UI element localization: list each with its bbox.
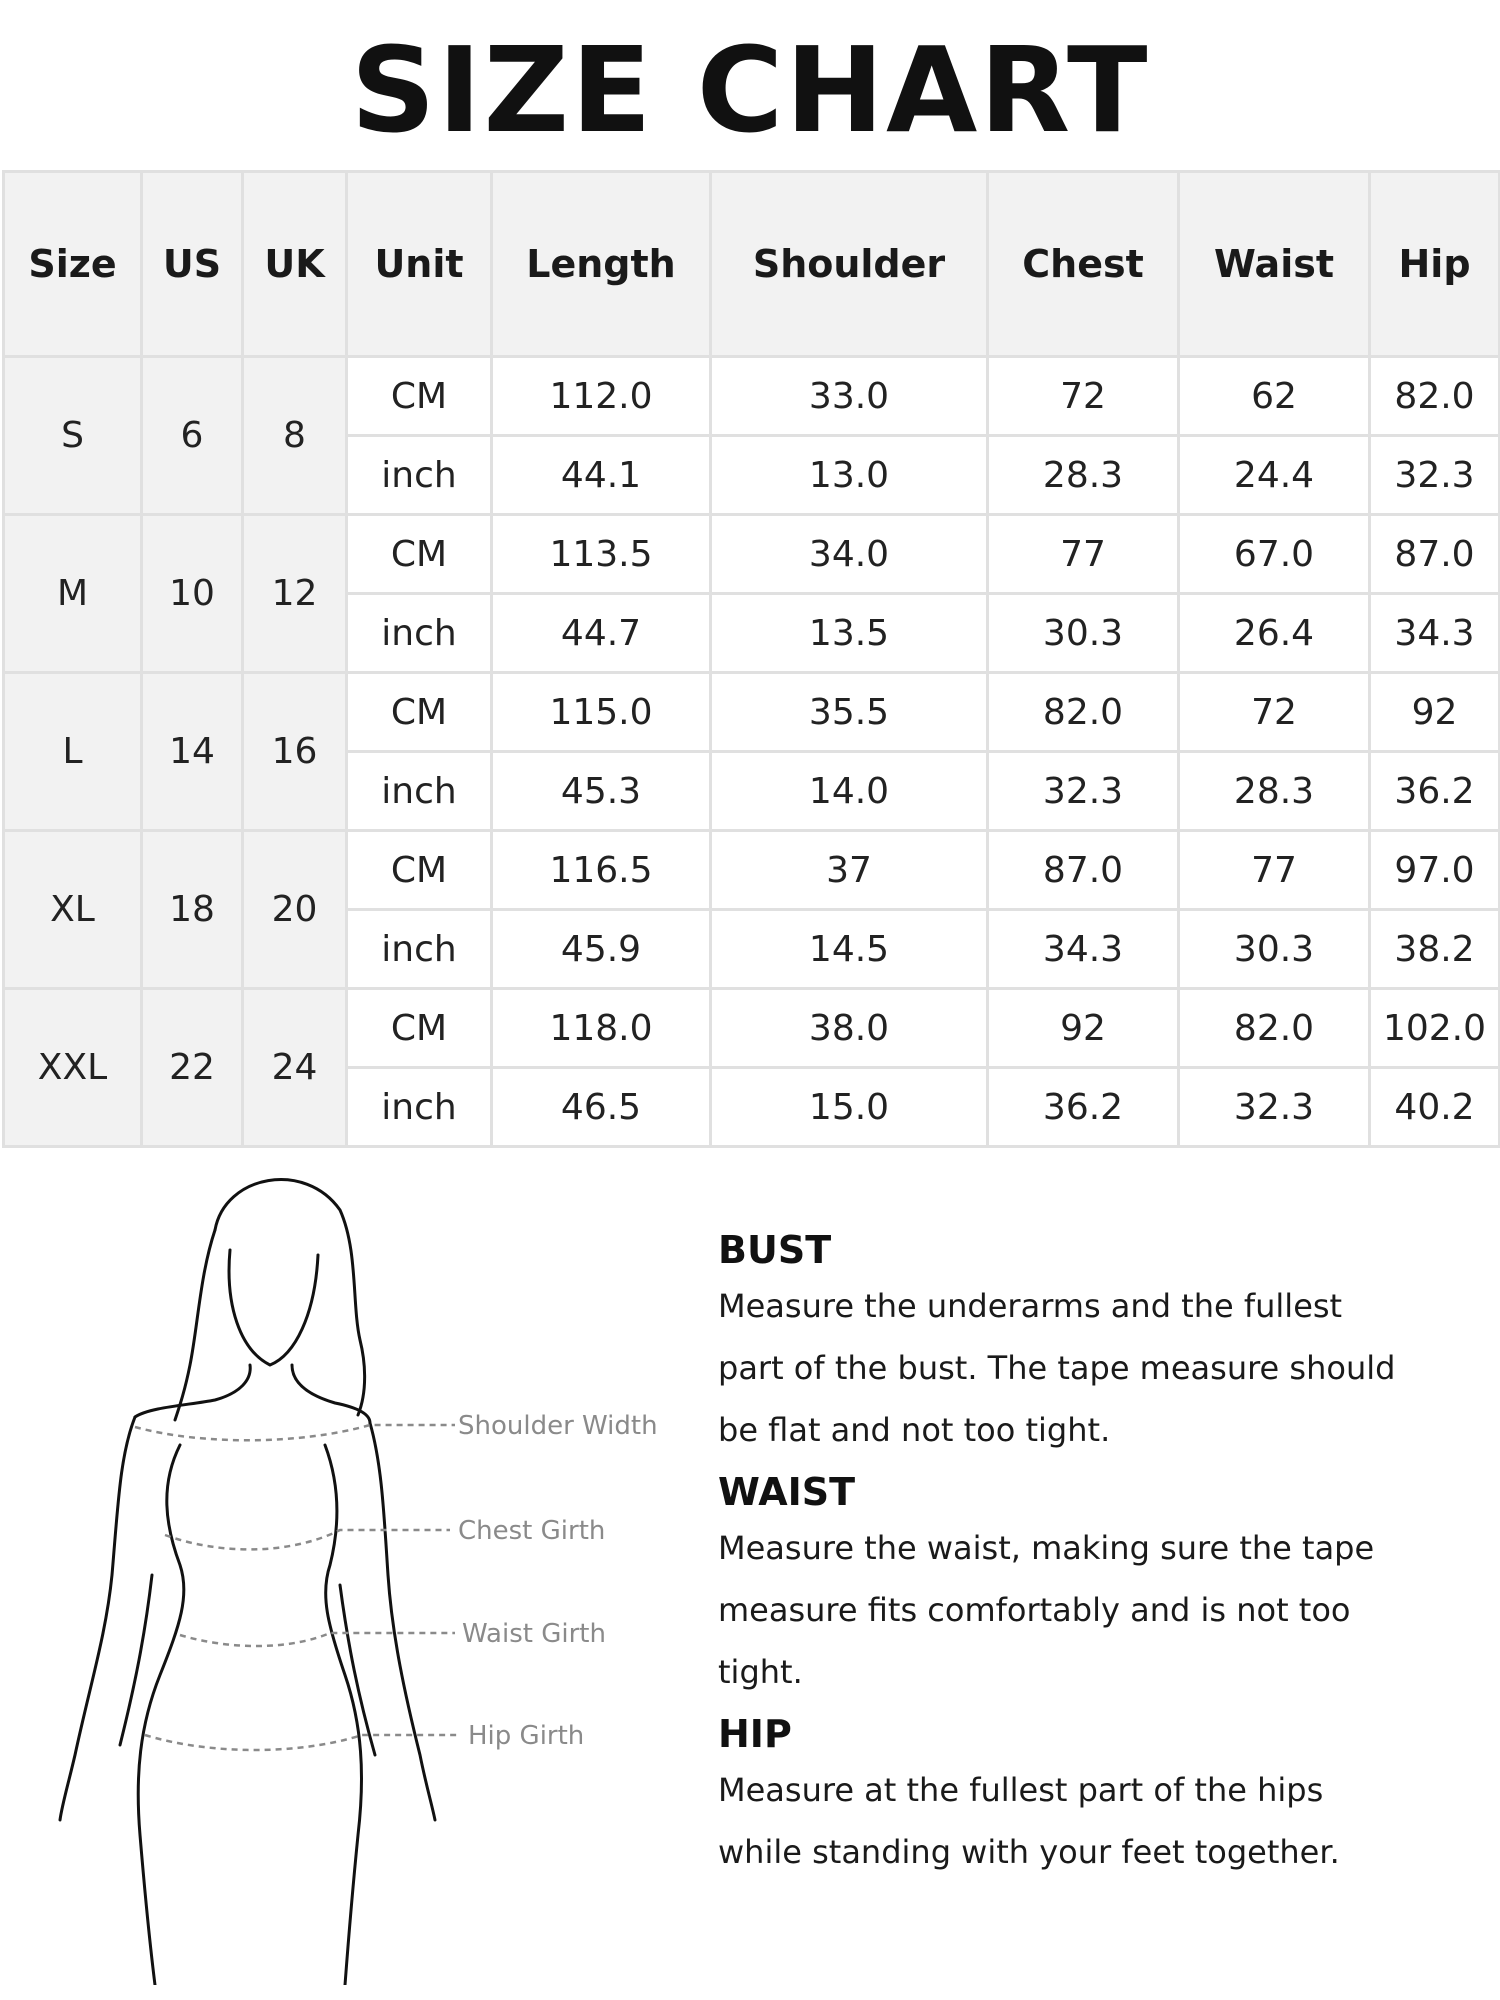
column-header: Length	[492, 172, 711, 357]
shoulder-cell: 38.0	[711, 989, 988, 1068]
length-cell: 44.7	[492, 594, 711, 673]
size-chart-table	[2, 170, 1500, 1148]
us-size-cell: 6	[142, 357, 243, 515]
chest-cell: 92	[988, 989, 1179, 1068]
body-measurement-figure	[40, 1155, 680, 1985]
length-cell: 112.0	[492, 357, 711, 436]
face-outline	[229, 1250, 318, 1365]
waist-instructions	[718, 1517, 1478, 1703]
length-cell: 44.1	[492, 436, 711, 515]
unit-cell: inch	[347, 594, 492, 673]
shoulder-cell: 15.0	[711, 1068, 988, 1147]
hip-cell: 38.2	[1370, 910, 1500, 989]
shoulder-cell: 14.0	[711, 752, 988, 831]
chest-cell: 82.0	[988, 673, 1179, 752]
instruction-line: tight.	[718, 1653, 803, 1691]
column-header: Waist	[1179, 172, 1370, 357]
hip-cell: 92	[1370, 673, 1500, 752]
hip-cell: 97.0	[1370, 831, 1500, 910]
torso-left	[138, 1445, 184, 1985]
unit-cell: CM	[347, 989, 492, 1068]
table-row-cm	[4, 989, 1500, 1068]
length-cell: 115.0	[492, 673, 711, 752]
chest-cell: 87.0	[988, 831, 1179, 910]
waist-cell: 26.4	[1179, 594, 1370, 673]
size-cell: L	[4, 673, 142, 831]
hair-outline-left	[175, 1230, 215, 1420]
size-cell: S	[4, 357, 142, 515]
uk-size-cell: 24	[243, 989, 347, 1147]
table-header-row	[4, 172, 1500, 357]
unit-cell: inch	[347, 1068, 492, 1147]
us-size-cell: 10	[142, 515, 243, 673]
column-header: UK	[243, 172, 347, 357]
length-cell: 45.3	[492, 752, 711, 831]
instruction-line: be flat and not too tight.	[718, 1411, 1111, 1449]
shoulder-cell: 34.0	[711, 515, 988, 594]
chest-cell: 36.2	[988, 1068, 1179, 1147]
shoulder-cell: 33.0	[711, 357, 988, 436]
table-row-cm	[4, 673, 1500, 752]
shoulder-width-label: Shoulder Width	[458, 1411, 658, 1441]
hip-cell: 32.3	[1370, 436, 1500, 515]
hip-cell: 34.3	[1370, 594, 1500, 673]
column-header: Size	[4, 172, 142, 357]
chest-cell: 77	[988, 515, 1179, 594]
length-cell: 118.0	[492, 989, 711, 1068]
waist-cell: 62	[1179, 357, 1370, 436]
waist-heading: WAIST	[718, 1470, 856, 1514]
table-row-cm	[4, 515, 1500, 594]
chest-girth-label: Chest Girth	[458, 1516, 606, 1546]
instruction-line: measure fits comfortably and is not too	[718, 1591, 1351, 1629]
unit-cell: CM	[347, 515, 492, 594]
waist-cell: 82.0	[1179, 989, 1370, 1068]
uk-size-cell: 8	[243, 357, 347, 515]
hip-cell: 82.0	[1370, 357, 1500, 436]
chest-girth-line	[165, 1530, 450, 1549]
page-title: SIZE CHART	[350, 21, 1150, 159]
uk-size-cell: 12	[243, 515, 347, 673]
hip-girth-label: Hip Girth	[468, 1721, 585, 1751]
instruction-line: while standing with your feet together.	[718, 1833, 1340, 1871]
chest-cell: 30.3	[988, 594, 1179, 673]
arm-left	[60, 1417, 135, 1820]
unit-cell: CM	[347, 831, 492, 910]
shoulder-cell: 13.0	[711, 436, 988, 515]
length-cell: 46.5	[492, 1068, 711, 1147]
bust-instructions	[718, 1275, 1478, 1461]
instruction-line: Measure the waist, making sure the tape	[718, 1529, 1375, 1567]
shoulder-cell: 37	[711, 831, 988, 910]
column-header: US	[142, 172, 243, 357]
column-header: Unit	[347, 172, 492, 357]
column-header: Hip	[1370, 172, 1500, 357]
us-size-cell: 14	[142, 673, 243, 831]
chest-cell: 28.3	[988, 436, 1179, 515]
waist-girth-line	[180, 1633, 455, 1646]
uk-size-cell: 16	[243, 673, 347, 831]
instruction-line: Measure the underarms and the fullest	[718, 1287, 1343, 1325]
hip-girth-line	[145, 1735, 460, 1750]
hair-outline	[215, 1180, 365, 1415]
chest-cell: 32.3	[988, 752, 1179, 831]
instruction-line: Measure at the fullest part of the hips	[718, 1771, 1324, 1809]
waist-cell: 72	[1179, 673, 1370, 752]
chest-cell: 72	[988, 357, 1179, 436]
size-cell: XXL	[4, 989, 142, 1147]
unit-cell: inch	[347, 910, 492, 989]
hip-cell: 36.2	[1370, 752, 1500, 831]
length-cell: 113.5	[492, 515, 711, 594]
waist-cell: 77	[1179, 831, 1370, 910]
hip-cell: 40.2	[1370, 1068, 1500, 1147]
shoulder-cell: 13.5	[711, 594, 988, 673]
shoulder-cell: 35.5	[711, 673, 988, 752]
table-row-cm	[4, 357, 1500, 436]
unit-cell: CM	[347, 357, 492, 436]
us-size-cell: 22	[142, 989, 243, 1147]
size-cell: XL	[4, 831, 142, 989]
length-cell: 45.9	[492, 910, 711, 989]
uk-size-cell: 20	[243, 831, 347, 989]
waist-cell: 30.3	[1179, 910, 1370, 989]
size-cell: M	[4, 515, 142, 673]
waist-cell: 24.4	[1179, 436, 1370, 515]
neck-left	[135, 1365, 250, 1417]
shoulder-width-line	[135, 1425, 455, 1440]
hip-instructions	[718, 1759, 1478, 1883]
table-row-cm	[4, 831, 1500, 910]
column-header: Shoulder	[711, 172, 988, 357]
shoulder-cell: 14.5	[711, 910, 988, 989]
waist-girth-label: Waist Girth	[462, 1619, 606, 1649]
us-size-cell: 18	[142, 831, 243, 989]
hip-cell: 102.0	[1370, 989, 1500, 1068]
unit-cell: CM	[347, 673, 492, 752]
hip-heading: HIP	[718, 1712, 792, 1756]
hip-cell: 87.0	[1370, 515, 1500, 594]
torso-right	[325, 1445, 362, 1985]
bust-heading: BUST	[718, 1228, 832, 1272]
unit-cell: inch	[347, 436, 492, 515]
column-header: Chest	[988, 172, 1179, 357]
waist-cell: 67.0	[1179, 515, 1370, 594]
unit-cell: inch	[347, 752, 492, 831]
waist-cell: 32.3	[1179, 1068, 1370, 1147]
measurement-guide	[718, 1225, 1478, 1889]
instruction-line: part of the bust. The tape measure should	[718, 1349, 1396, 1387]
arm-right	[370, 1423, 435, 1820]
length-cell: 116.5	[492, 831, 711, 910]
chest-cell: 34.3	[988, 910, 1179, 989]
waist-cell: 28.3	[1179, 752, 1370, 831]
